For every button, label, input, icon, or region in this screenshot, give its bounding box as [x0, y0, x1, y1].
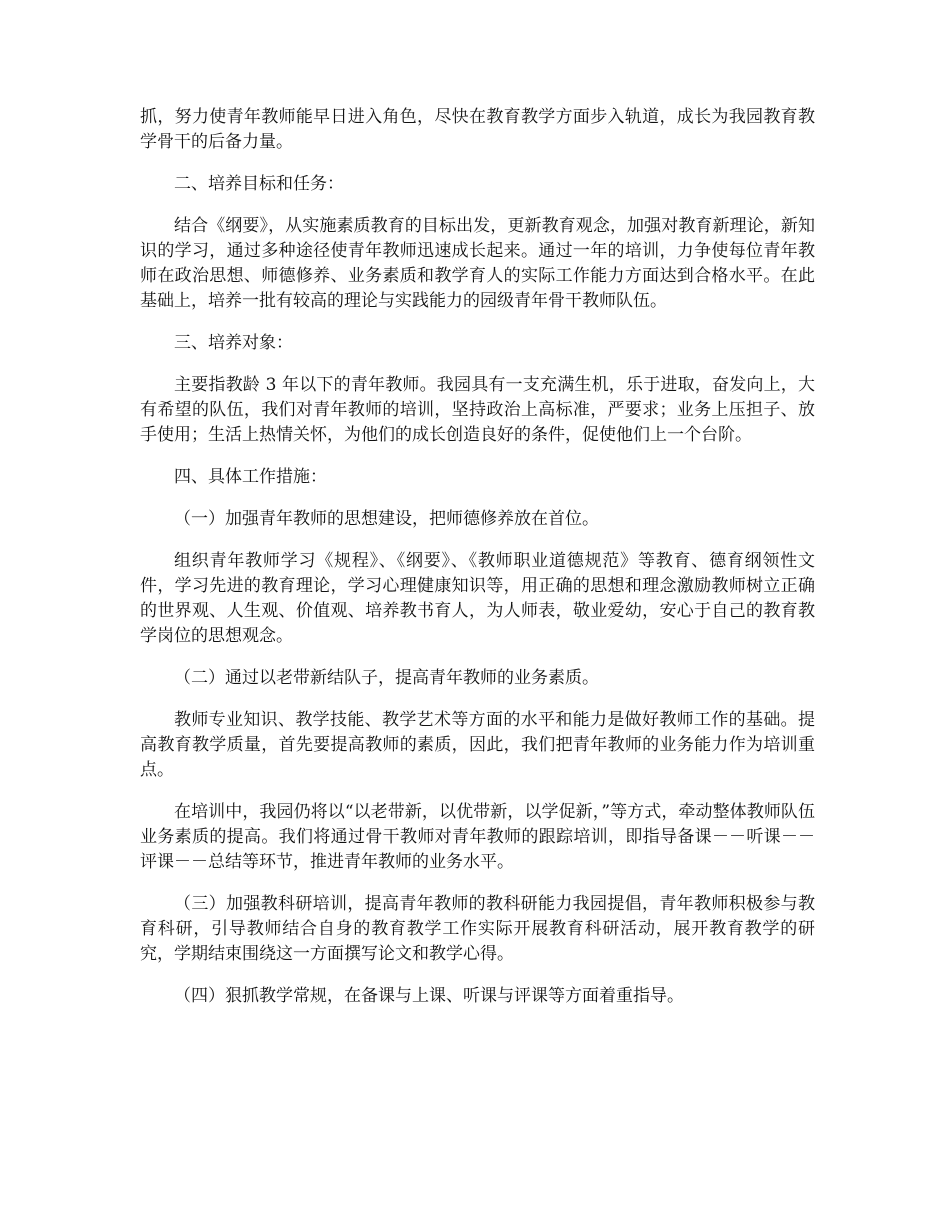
section-heading-measures: 四、具体工作措施： [174, 467, 327, 487]
section-heading-goals: 二、培养目标和任务： [174, 174, 344, 194]
subsection-heading-2: （二）通过以老带新结队子，提高青年教师的业务素质。 [174, 668, 599, 688]
subsection-heading-4: （四）狠抓教学常规，在备课与上课、听课与评课等方面着重指导。 [174, 986, 684, 1006]
document-body [140, 105, 815, 1026]
paragraph-measure-2b: 在培训中，我园仍将以“以老带新，以优带新，以学促新，”等方式，牵动整体教师队伍业务素质的提高。我们将通过骨干教师对青年教师的跟踪培训，即指导备课－－听课－－评课－－总结等环节，推进青年教师的业务水平。 [140, 802, 815, 872]
paragraph-measure-3: （三）加强教科研培训，提高青年教师的教科研能力我园提倡，青年教师积极参与教育科研，引导教师结合自身的教育教学工作实际开展教育科研活动，展开教育教学的研究，学期结束围绕这一方面撰写论文和教学心得。 [140, 894, 815, 964]
paragraph-goals: 结合《纲要》，从实施素质教育的目标出发，更新教育观念，加强对教育新理论，新知识的学习，通过多种途径使青年教师迅速成长起来。通过一年的培训，力争使每位青年教师在政治思想、师德修养、业务素质和教学育人的实际工作能力方面达到合格水平。在此基础上，培养一批有较高的理论与实践能力的园级青年骨干教师队伍。 [140, 216, 815, 311]
paragraph-continuation: 抓，努力使青年教师能早日进入角色，尽快在教育教学方面步入轨道，成长为我园教育教学骨干的后备力量。 [140, 107, 815, 152]
paragraph-targets: 主要指教龄 3 年以下的青年教师。我园具有一支充满生机，乐于进取，奋发向上，大有希望的队伍，我们对青年教师的培训，坚持政治上高标准，严要求；业务上压担子、放手使用；生活上热情关怀，为他们的成长创造良好的条件，促使他们上一个台阶。 [140, 375, 815, 445]
paragraph-measure-2a: 教师专业知识、教学技能、教学艺术等方面的水平和能力是做好教师工作的基础。提高教育教学质量，首先要提高教师的素质，因此，我们把青年教师的业务能力作为培训重点。 [140, 710, 815, 780]
subsection-heading-1: （一）加强青年教师的思想建设，把师德修养放在首位。 [174, 509, 599, 529]
paragraph-measure-1: 组织青年教师学习《规程》、《纲要》、《教师职业道德规范》等教育、德育纲领性文件，学习先进的教育理论，学习心理健康知识等，用正确的思想和理念激励教师树立正确的世界观、人生观、价值观、培养教书育人，为人师表，敬业爱幼，安心于自己的教育教学岗位的思想观念。 [140, 551, 815, 646]
section-heading-targets: 三、培养对象： [174, 333, 293, 353]
